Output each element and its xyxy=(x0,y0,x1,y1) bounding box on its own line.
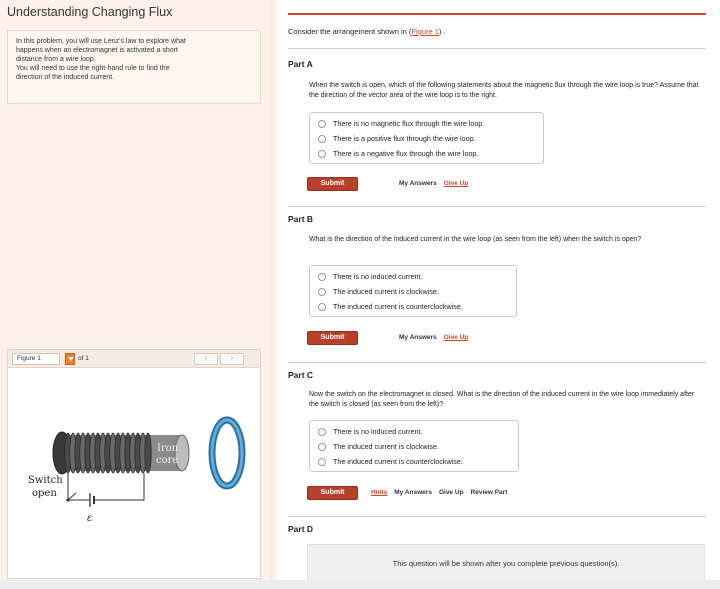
context-suffix: ) . xyxy=(438,27,446,36)
part-separator xyxy=(288,48,706,49)
my-answers-link[interactable]: My Answers xyxy=(399,180,437,187)
part-c-question: Now the switch on the electromagnet is closed. What is the direction of the induced current in the wire loop immediately after the switch is closed (as seen from the left)? xyxy=(309,391,695,408)
intro-line: In this problem, you will use Lenz's law to explore what xyxy=(16,38,186,45)
horizontal-scrollbar[interactable] xyxy=(0,580,720,589)
choice-label: There is a negative flux through the wire loop. xyxy=(333,149,479,158)
part-a-choice[interactable] xyxy=(318,146,535,161)
my-answers-link[interactable]: My Answers xyxy=(399,334,437,341)
switch-pivot xyxy=(66,498,69,501)
figure-label: Figure 1 xyxy=(12,353,60,365)
part-b-choice[interactable] xyxy=(318,299,508,314)
give-up-link[interactable]: Give Up xyxy=(443,180,469,187)
part-b-question: What is the direction of the induced current in the wire loop (as seen from the left) when the switch is open? xyxy=(309,236,642,243)
part-c-title: Part C xyxy=(288,370,314,380)
context-text xyxy=(288,27,446,36)
figure-dropdown-icon[interactable] xyxy=(65,353,75,365)
part-b-title: Part B xyxy=(288,214,314,224)
figure-image xyxy=(8,369,260,577)
part-c-submit-button[interactable]: Submit xyxy=(307,486,358,500)
choice-label: There is a positive flux through the wire loop. xyxy=(333,134,476,143)
header-rule xyxy=(288,13,706,15)
hints-link[interactable]: Hints xyxy=(371,489,388,496)
left-panel xyxy=(0,0,270,589)
choice-label: The induced current is clockwise. xyxy=(333,287,439,296)
part-d-locked-message: This question will be shown after you complete previous question(s). xyxy=(307,544,705,582)
radio-button[interactable] xyxy=(318,273,326,281)
radio-button[interactable] xyxy=(318,150,326,158)
wire-loop-highlight xyxy=(212,420,242,486)
radio-button[interactable] xyxy=(318,120,326,128)
figure-count: of 1 xyxy=(78,355,89,362)
radio-button[interactable] xyxy=(318,443,326,451)
give-up-link[interactable]: Give Up xyxy=(438,489,464,496)
questions-panel xyxy=(288,0,708,589)
part-a-actions xyxy=(399,180,468,187)
radio-button[interactable] xyxy=(318,135,326,143)
part-c-choices xyxy=(309,420,519,472)
part-a-title: Part A xyxy=(288,59,313,69)
part-c-actions xyxy=(371,489,507,496)
figure-toolbar xyxy=(8,350,260,368)
intro-line: direction of the induced current. xyxy=(16,74,115,81)
part-b-choice[interactable] xyxy=(318,269,508,284)
review-part-link[interactable]: Review Part xyxy=(470,489,508,496)
part-a-choice[interactable] xyxy=(318,116,535,131)
radio-button[interactable] xyxy=(318,288,326,296)
part-c-choice[interactable] xyxy=(318,454,510,469)
intro-line: distance from a wire loop. xyxy=(16,56,96,63)
figure-next-button[interactable]: › xyxy=(220,353,244,365)
coil-windings xyxy=(65,433,151,473)
part-b-choice[interactable] xyxy=(318,284,508,299)
radio-button[interactable] xyxy=(318,428,326,436)
part-a-submit-button[interactable]: Submit xyxy=(307,177,358,191)
intro-line: You will need to use the right-hand rule to find the xyxy=(16,65,170,72)
choice-label: There is no induced current. xyxy=(333,427,423,436)
figure-panel xyxy=(7,349,261,589)
choice-label: The induced current is clockwise. xyxy=(333,442,439,451)
choice-label: The induced current is counterclockwise. xyxy=(333,457,463,466)
part-separator xyxy=(288,516,706,517)
give-up-link[interactable]: Give Up xyxy=(443,334,469,341)
figure-prev-button[interactable]: ‹ xyxy=(194,353,218,365)
radio-button[interactable] xyxy=(318,303,326,311)
context-prefix: Consider the arrangement shown in ( xyxy=(288,27,412,36)
coil-turn xyxy=(145,433,151,473)
radio-button[interactable] xyxy=(318,458,326,466)
choice-label: There is no induced current. xyxy=(333,272,423,281)
intro-line: happens when an electromagnet is activated a short xyxy=(16,47,178,54)
part-c-choice[interactable] xyxy=(318,424,510,439)
part-separator xyxy=(288,206,706,207)
figure-link[interactable]: Figure 1 xyxy=(411,27,439,36)
panel-divider[interactable] xyxy=(270,0,280,589)
part-b-actions xyxy=(399,334,468,341)
switch-label-1: Switch xyxy=(28,475,63,486)
part-a-choice[interactable] xyxy=(318,131,535,146)
part-a-question: When the switch is open, which of the following statements about the magnetic flux through the wire loop is true? Assume that the direction of the vector area of the wire loop is to the right. xyxy=(309,82,699,99)
part-c-choice[interactable] xyxy=(318,439,510,454)
circuit-wire xyxy=(104,473,144,500)
choice-label: There is no magnetic flux through the wire loop. xyxy=(333,119,485,128)
part-separator xyxy=(288,362,706,363)
intro-box xyxy=(7,30,261,104)
part-b-choices xyxy=(309,265,517,317)
my-answers-link[interactable]: My Answers xyxy=(394,489,432,496)
part-d-title: Part D xyxy=(288,524,314,534)
problem-title: Understanding Changing Flux xyxy=(7,5,173,19)
switch-label-2: open xyxy=(32,488,57,499)
core-label-2: core xyxy=(156,455,179,466)
core-label-1: Iron xyxy=(157,443,179,454)
part-b-submit-button[interactable]: Submit xyxy=(307,331,358,345)
part-a-choices xyxy=(309,112,544,164)
emf-label: ε xyxy=(87,513,93,524)
choice-label: The induced current is counterclockwise. xyxy=(333,302,463,311)
